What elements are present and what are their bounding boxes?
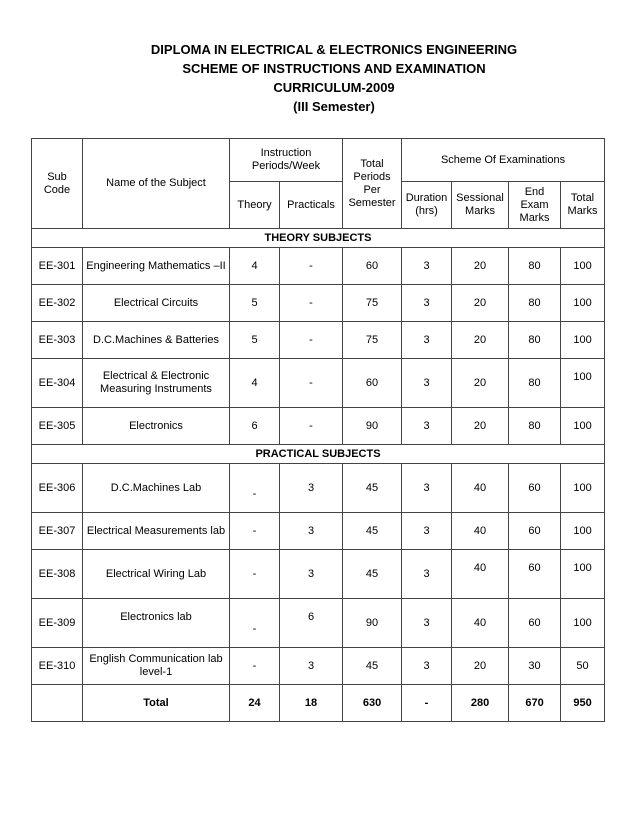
theory-periods: - (230, 513, 280, 550)
practical-periods: 3 (280, 648, 343, 685)
total-periods: 45 (343, 550, 402, 599)
theory-periods: - (230, 599, 280, 648)
subject-name: Electrical Wiring Lab (83, 550, 230, 599)
title-line-4: (III Semester) (293, 99, 375, 114)
table-row (32, 648, 605, 685)
end-exam-marks: 60 (509, 599, 561, 648)
sessional-marks: 20 (452, 648, 509, 685)
total-marks: 100 (561, 550, 605, 599)
title-line-2: SCHEME OF INSTRUCTIONS AND EXAMINATION (182, 61, 486, 76)
duration: 3 (402, 285, 452, 322)
end-exam-marks: 80 (509, 408, 561, 445)
end-exam-marks: 60 (509, 513, 561, 550)
title-line-3: CURRICULUM-2009 (273, 80, 395, 95)
end-exam-marks: 60 (509, 550, 561, 599)
sub-code: EE-310 (32, 648, 83, 685)
sub-code: EE-304 (32, 359, 83, 408)
table-row (32, 359, 605, 408)
sub-code: EE-309 (32, 599, 83, 648)
total-row (32, 685, 605, 722)
sub-code: EE-302 (32, 285, 83, 322)
total-periods: 90 (343, 408, 402, 445)
end-exam-marks: 80 (509, 285, 561, 322)
sub-code: EE-306 (32, 464, 83, 513)
sessional-marks: 20 (452, 359, 509, 408)
practical-periods: - (280, 359, 343, 408)
subject-name: Electrical Circuits (83, 285, 230, 322)
sessional-marks: 20 (452, 285, 509, 322)
theory-periods: 6 (230, 408, 280, 445)
subject-name: Electrical & Electronic Measuring Instruments (83, 359, 230, 408)
duration: 3 (402, 322, 452, 359)
end-exam-marks: 80 (509, 359, 561, 408)
duration: 3 (402, 408, 452, 445)
theory-periods: - (230, 550, 280, 599)
subject-name: English Communication lab level-1 (83, 648, 230, 685)
header-total-marks: Total Marks (561, 182, 605, 229)
sessional-marks: 40 (452, 550, 509, 599)
header-duration: Duration (hrs) (402, 182, 452, 229)
sessional-marks: 40 (452, 464, 509, 513)
practical-periods: - (280, 322, 343, 359)
sub-code: EE-303 (32, 322, 83, 359)
total-end-exam: 670 (509, 685, 561, 722)
table-row (32, 408, 605, 445)
theory-periods: 5 (230, 285, 280, 322)
total-periods: 90 (343, 599, 402, 648)
duration: 3 (402, 648, 452, 685)
total-marks: 100 (561, 513, 605, 550)
header-sessional: Sessional Marks (452, 182, 509, 229)
section-theory-subjects: THEORY SUBJECTS (32, 229, 605, 248)
sub-code: EE-307 (32, 513, 83, 550)
total-marks: 100 (561, 599, 605, 648)
total-periods: 45 (343, 513, 402, 550)
practical-periods: - (280, 248, 343, 285)
total-theory: 24 (230, 685, 280, 722)
total-marks: 100 (561, 248, 605, 285)
total-marks: 50 (561, 648, 605, 685)
total-label: Total (83, 685, 230, 722)
theory-periods: 5 (230, 322, 280, 359)
total-periods: 75 (343, 285, 402, 322)
title-line-1: DIPLOMA IN ELECTRICAL & ELECTRONICS ENGINEERING (150, 42, 518, 57)
subject-name: Electrical Measurements lab (83, 513, 230, 550)
end-exam-marks: 60 (509, 464, 561, 513)
total-periods: 45 (343, 464, 402, 513)
total-marks: 100 (561, 408, 605, 445)
table-row (32, 550, 605, 599)
total-periods: 60 (343, 248, 402, 285)
duration: 3 (402, 464, 452, 513)
table-row (32, 285, 605, 322)
practical-periods: 6 (280, 599, 343, 648)
sessional-marks: 20 (452, 322, 509, 359)
total-periods: 45 (343, 648, 402, 685)
theory-periods: 4 (230, 248, 280, 285)
subject-name: D.C.Machines Lab (83, 464, 230, 513)
total-periods: 75 (343, 322, 402, 359)
header-theory: Theory (230, 182, 280, 229)
sessional-marks: 20 (452, 408, 509, 445)
header-practicals: Practicals (280, 182, 343, 229)
subject-name: Electronics (83, 408, 230, 445)
total-code-blank (32, 685, 83, 722)
practical-periods: - (280, 408, 343, 445)
sessional-marks: 40 (452, 599, 509, 648)
sub-code: EE-305 (32, 408, 83, 445)
header-scheme: Scheme Of Examinations (402, 139, 605, 182)
total-marks: 100 (561, 359, 605, 408)
duration: 3 (402, 513, 452, 550)
practical-periods: - (280, 285, 343, 322)
subject-name: Engineering Mathematics –II (83, 248, 230, 285)
table-row (32, 248, 605, 285)
total-duration: - (402, 685, 452, 722)
table-row (32, 322, 605, 359)
header-subject-name: Name of the Subject (83, 139, 230, 229)
table-row (32, 464, 605, 513)
sessional-marks: 40 (452, 513, 509, 550)
subject-name: D.C.Machines & Batteries (83, 322, 230, 359)
total-practicals: 18 (280, 685, 343, 722)
duration: 3 (402, 359, 452, 408)
practical-periods: 3 (280, 464, 343, 513)
section-practical-subjects: PRACTICAL SUBJECTS (32, 445, 605, 464)
total-marks-sum: 950 (561, 685, 605, 722)
end-exam-marks: 80 (509, 248, 561, 285)
scheme-table (31, 138, 605, 722)
duration: 3 (402, 248, 452, 285)
practical-periods: 3 (280, 550, 343, 599)
total-periods: 60 (343, 359, 402, 408)
table-row (32, 599, 605, 648)
theory-periods: - (230, 464, 280, 513)
subject-name: Electronics lab (83, 599, 230, 648)
end-exam-marks: 30 (509, 648, 561, 685)
total-marks: 100 (561, 322, 605, 359)
sessional-marks: 20 (452, 248, 509, 285)
total-sessional: 280 (452, 685, 509, 722)
header-sub-code: Sub Code (32, 139, 83, 229)
header-end-exam: End Exam Marks (509, 182, 561, 229)
header-total-periods: Total Periods Per Semester (343, 139, 402, 229)
document-title (0, 40, 638, 116)
theory-periods: 4 (230, 359, 280, 408)
table-row (32, 513, 605, 550)
practical-periods: 3 (280, 513, 343, 550)
end-exam-marks: 80 (509, 322, 561, 359)
total-periods-sum: 630 (343, 685, 402, 722)
total-marks: 100 (561, 285, 605, 322)
duration: 3 (402, 550, 452, 599)
total-marks: 100 (561, 464, 605, 513)
sub-code: EE-301 (32, 248, 83, 285)
theory-periods: - (230, 648, 280, 685)
duration: 3 (402, 599, 452, 648)
header-instruction: Instruction Periods/Week (230, 139, 343, 182)
sub-code: EE-308 (32, 550, 83, 599)
